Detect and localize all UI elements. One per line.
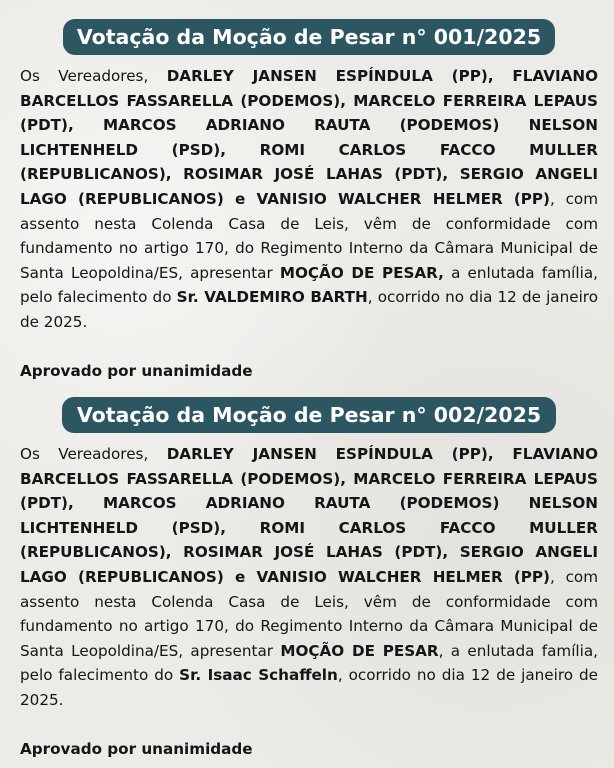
family-text: a enlutada família, pelo falecimento do [20, 263, 598, 307]
motion-section-001 [20, 19, 599, 380]
ending-text: , ocorrido no dia 12 de janeiro de 2025. [20, 666, 599, 709]
family-text: , a enlutada família, pelo falecimento do [20, 641, 598, 685]
motion-body-text [20, 442, 598, 713]
ending-text: , ocorrido no dia 12 de janeiro de 2025. [20, 288, 598, 331]
intro-text: Os Vereadores, [20, 67, 167, 85]
councilors-list: DARLEY JANSEN ESPÍNDULA (PP), FLAVIANO BARCELLOS FASSARELLA (PODEMOS), MARCELO FERREIRA LEPAUS (PDT), MARCOS ADRIANO RAUTA (PODEMOS) NELSON LICHTENHELD (PSD), ROMI CARLOS FACCO MULLER (REPUBLICANOS), ROSIMAR JOSÉ LAHAS (PDT), SERGIO ANGELI LAGO (REPUBLICANOS) e VANISIO WALCHER HELMER (PP) [20, 67, 598, 208]
vote-result: Aprovado por unanimidade [20, 740, 253, 758]
motion-type: MOÇÃO DE PESAR, [279, 263, 444, 282]
middle-text: , com assento nesta Colenda Casa de Leis, vêm de conformidade com fundamento no artigo 170, do Regimento Interno da Câmara Municipal de Santa Leopoldina/ES, apresentar [20, 567, 599, 660]
motion-body-text [20, 64, 598, 335]
motion-section-002 [20, 397, 599, 758]
deceased-name: Sr. VALDEMIRO BARTH [176, 288, 368, 307]
councilors-list: DARLEY JANSEN ESPÍNDULA (PP), FLAVIANO BARCELLOS FASSARELLA (PODEMOS), MARCELO FERREIRA LEPAUS (PDT), MARCOS ADRIANO RAUTA (PODEMOS) NELSON LICHTENHELD (PSD), ROMI CARLOS FACCO MULLER (REPUBLICANOS), ROSIMAR JOSÉ LAHAS (PDT), SERGIO ANGELI LAGO (REPUBLICANOS) e VANISIO WALCHER HELMER (PP) [20, 445, 598, 586]
motion-title-banner: Votação da Moção de Pesar n° 001/2025 [63, 19, 555, 55]
intro-text: Os Vereadores, [20, 445, 167, 463]
motion-title-banner: Votação da Moção de Pesar n° 002/2025 [62, 397, 556, 433]
vote-result: Aprovado por unanimidade [20, 362, 253, 380]
deceased-name: Sr. Isaac Schaffeln [179, 666, 338, 685]
motion-type: MOÇÃO DE PESAR [280, 641, 439, 660]
middle-text: , com assento nesta Colenda Casa de Leis, vêm de conformidade com fundamento no artigo 170, do Regimento Interno da Câmara Municipal de Santa Leopoldina/ES, apresentar [20, 189, 599, 282]
